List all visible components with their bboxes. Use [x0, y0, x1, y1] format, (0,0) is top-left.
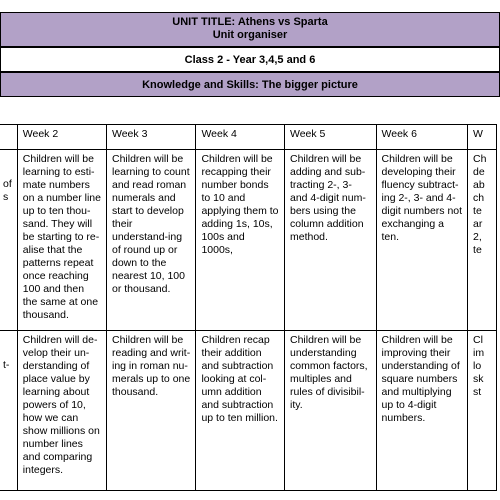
weekly-plan-table	[0, 124, 497, 491]
table-cell: Children will be learning to esti-mate numbers on a number line up to ten thou-sand. They will be starting to re-alise that the patterns repeat once reaching 100 and then the same at one thousand.	[17, 150, 106, 331]
table-cell: Children will be developing their fluency subtract-ing 2-, 3- and 4-digit numbers not exchanging a ten.	[376, 150, 468, 331]
unit-title-band	[0, 12, 500, 47]
table-row	[0, 331, 497, 491]
column-header-week-6: Week 6	[376, 125, 468, 150]
table-cell: Children will de-velop their un-derstanding of place value by learning about powers of 10, how we can show millions on number lines and comparing integers.	[17, 331, 106, 491]
row-label-cell: t-	[0, 331, 17, 491]
table-cell: Children will be learning to count and read roman numerals and start to develop their understand-ing of round up or down to the nearest 10, 100 or thousand.	[107, 150, 196, 331]
table-cell: Children recap their addition and subtraction looking at col-umn addition and subtraction up to ten million.	[196, 331, 285, 491]
table-row	[0, 150, 497, 331]
knowledge-skills-band	[0, 72, 500, 97]
table-cell: Children will be reading and writ-ing in roman nu-merals up to one thousand.	[107, 331, 196, 491]
row-label-cell: of s	[0, 150, 17, 331]
column-header-week-4: Week 4	[196, 125, 285, 150]
table-cell: Children will be recapping their number bonds to 10 and applying them to adding 1s, 10s, 100s and 1000s,	[196, 150, 285, 331]
table-cell: Children will be improving their understanding of square numbers and multiplying up to 4-digit numbers.	[376, 331, 468, 491]
unit-title: UNIT TITLE: Athens vs Sparta	[172, 16, 328, 28]
section-title: Knowledge and Skills: The bigger picture	[142, 79, 358, 91]
class-line: Class 2 - Year 3,4,5 and 6	[184, 54, 316, 66]
column-header	[0, 125, 17, 150]
table-header-row	[0, 125, 497, 150]
unit-subtitle: Unit organiser	[212, 29, 288, 41]
table-cell: Children will be adding and sub-tracting 2-, 3- and 4-digit num-bers using the column addition method.	[284, 150, 376, 331]
class-band	[0, 47, 500, 72]
column-header-week-2: Week 2	[17, 125, 106, 150]
table-cell: Cl im lo sk st	[468, 331, 497, 491]
column-header-week-5: Week 5	[284, 125, 376, 150]
column-header-week-3: Week 3	[107, 125, 196, 150]
table-cell: Children will be understanding common factors, multiples and rules of divisibil-ity.	[284, 331, 376, 491]
column-header-week-7-partial: W	[468, 125, 497, 150]
table-cell: Ch de ab ch te ar 2, te	[468, 150, 497, 331]
